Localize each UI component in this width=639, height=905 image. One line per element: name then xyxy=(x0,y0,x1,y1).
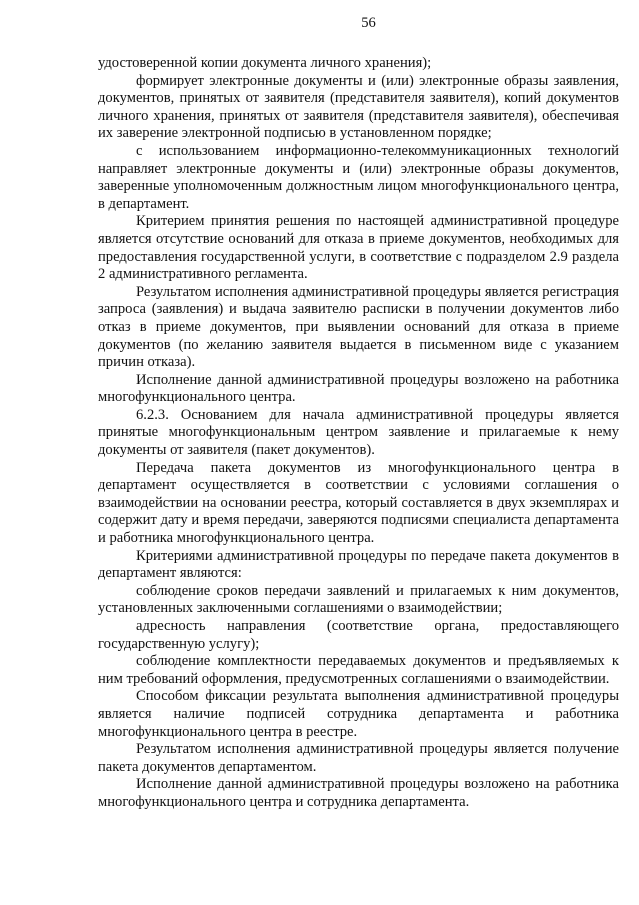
paragraph-13: Способом фиксации результата выполнения административной процедуры является наличие подписей сотрудника департамента и работника многофункционального центра в реестре. xyxy=(98,688,619,740)
paragraph-4: Критерием принятия решения по настоящей административной процедуре является отсутствие оснований для отказа в приеме документов, необходимых для предоставления государственной услуги, в соответствие с подразделом 2.9 раздела 2 административного регламента. xyxy=(98,213,619,283)
paragraph-15: Исполнение данной административной процедуры возложено на работника многофункционального центра и сотрудника департамента. xyxy=(98,776,619,810)
paragraph-14: Результатом исполнения административной процедуры является получение пакета документов департаментом. xyxy=(98,741,619,775)
paragraph-7: 6.2.3. Основанием для начала административной процедуры является принятые многофункциональным центром заявление и прилагаемые к нему документы от заявителя (пакет документов). xyxy=(98,406,619,459)
paragraph-1: удостоверенной копии документа личного хранения); xyxy=(98,55,432,71)
paragraph-10: соблюдение сроков передачи заявлений и прилагаемых к ним документов, установленных заключенными соглашениями о взаимодействии; xyxy=(98,582,619,617)
paragraph-6: Исполнение данной административной процедуры возложено на работника многофункционального центра. xyxy=(98,371,619,406)
paragraph-3: с использованием информационно-телекоммуникационных технологий направляет электронные документы и (или) электронные образы документов, заверенные уполномоченным должностным лицом многофункционального центра, в департамент. xyxy=(98,142,619,212)
page-number: 56 xyxy=(361,15,376,31)
paragraph-8: Передача пакета документов из многофункционального центра в департамент осуществляется в соответствии с условиями соглашения о взаимодействии на основании реестра, который составляется в двух экземплярах и содержит дату и время передачи, заверяются подписями специалиста департамента и работника многофункционального центра. xyxy=(98,459,619,547)
paragraph-9: Критериями административной процедуры по передаче пакета документов в департамент являются: xyxy=(98,547,619,582)
paragraph-12: соблюдение комплектности передаваемых документов и предъявляемых к ним требований оформления, предусмотренных соглашениями о взаимодействии. xyxy=(98,653,619,687)
paragraph-2: формирует электронные документы и (или) электронные образы заявления, документов, принятых от заявителя (представителя заявителя), копий документов личного хранения, принятых от заявителя (представителя заявителя), обеспечивая их заверение электронной подписью в установленном порядке; xyxy=(98,72,619,142)
paragraph-11: адресность направления (соответствие органа, предоставляющего государственную услугу); xyxy=(98,618,619,652)
paragraph-5: Результатом исполнения административной процедуры является регистрация запроса (заявления) и выдача заявителю расписки в получении документов либо отказ в приеме документов, при выявлении оснований для отказа в приеме документов (по желанию заявителя выдается в письменном виде с указанием причин отказа). xyxy=(98,283,619,371)
